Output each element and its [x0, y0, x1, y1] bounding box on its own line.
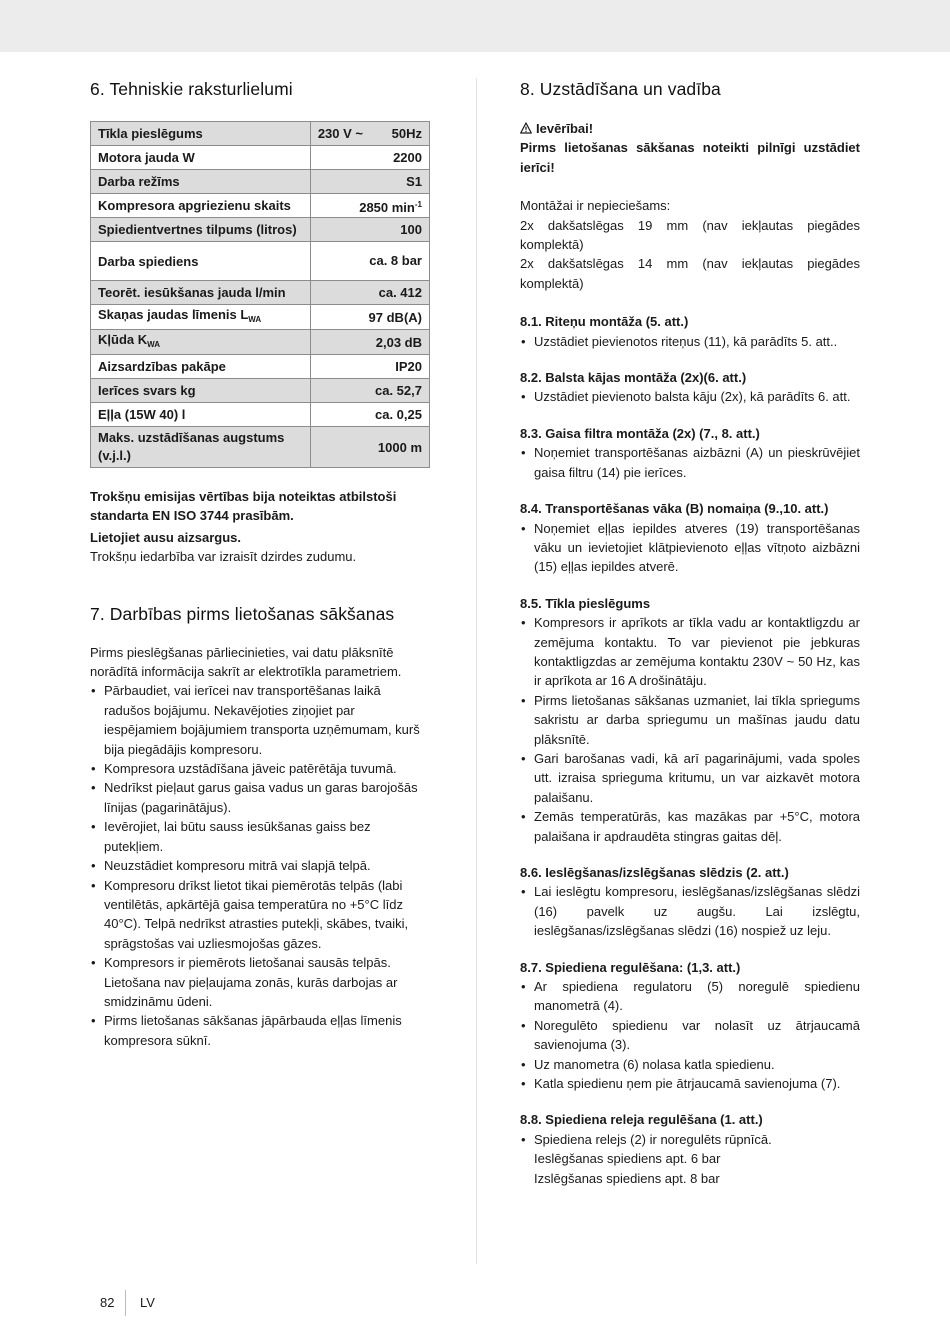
table-row	[91, 218, 430, 242]
warning-text: Pirms lietošanas sākšanas noteikti pilnīgi uzstādiet ierīci!	[520, 140, 860, 175]
section-7-intro: Pirms pieslēgšanas pārliecinieties, vai datu plāksnītē norādītā informācija sakrīt ar elektrotīkla parametriem.	[90, 644, 402, 680]
list-item: • Zemās temperatūrās, kas mazākas par +5°C, motora palaišana ir apdraudēta stingras gaitas dēļ.	[520, 807, 860, 846]
subsection-title-8-3: 8.3. Gaisa filtra montāža (2x) (7., 8. att.)	[520, 425, 760, 441]
list-item: • Kompresoru drīkst lietot tikai piemērotās telpās (labi ventilētās, apkārtējā gaisa temperatūra no +5°C līdz 40°C). Telpā nedrīkst atrasties putekļi, skābes, tvaiki, sprāgstošas vai uzliesmojošas gāzes.	[90, 876, 430, 954]
list-item: • Pārbaudiet, vai ierīcei nav transportēšanas laikā radušos bojājumu. Nekavējoties ziņojiet par iespējamiem bojājumiem transporta uzņēmumam, kurš bija piegādājis kompresoru.	[90, 681, 430, 759]
spec-value: ca. 412	[310, 281, 429, 305]
subsection-title-8-4: 8.4. Transportēšanas vāka (B) nomaiņa (9.,10. att.)	[520, 501, 829, 517]
hearing-loss-warning: Trokšņu iedarbība var izraisīt dzirdes zudumu.	[90, 549, 357, 565]
list-item: • Kompresors ir piemērots lietošanai sausās telpās. Lietošana nav pieļaujama zonās, kurās darbojas ar smidzināmu ūdeni.	[90, 953, 430, 1011]
subsection-list	[520, 443, 860, 482]
list-item: • Kompresora uzstādīšana jāveic patērētāja tuvumā.	[90, 759, 430, 778]
spec-label: Teorēt. iesūkšanas jauda l/min	[91, 281, 311, 305]
subsection-title-8-7: 8.7. Spiediena regulēšana: (1,3. att.)	[520, 959, 741, 975]
list-item: • Noregulēto spiedienu var nolasīt uz ātrjaucamā savienojuma (3).	[520, 1016, 860, 1055]
noise-emission-note: Trokšņu emisijas vērtības bija noteiktas atbilstoši standarta EN ISO 3744 prasībām.	[90, 489, 397, 524]
subsection-list	[520, 977, 860, 1093]
spec-value: 2200	[310, 146, 429, 170]
spec-value: 97 dB(A)	[310, 305, 429, 330]
subsection-list	[520, 882, 860, 940]
assembly-required: Montāžai ir nepieciešams:	[520, 198, 671, 214]
list-item: • Katla spiedienu ņem pie ātrjaucamā savienojuma (7).	[520, 1074, 860, 1093]
warning-triangle-icon	[520, 122, 532, 134]
table-row	[91, 305, 430, 330]
off-pressure: Izslēgšanas spiediens apt. 8 bar	[534, 1170, 720, 1186]
spec-label: Tīkla pieslēgums	[91, 122, 311, 146]
spec-value-voltage: 230 V ~	[310, 122, 367, 146]
list-item: • Noņemiet transportēšanas aizbāzni (A) un pieskrūvējiet gaisa filtru (14) pie ierīces.	[520, 443, 860, 482]
spec-value: ca. 8 bar	[310, 242, 429, 281]
spec-label: Darba spiediens	[91, 242, 311, 281]
subsection-title-8-5: 8.5. Tīkla pieslēgums	[520, 595, 651, 611]
spec-value: S1	[310, 170, 429, 194]
list-item: • Spiediena relejs (2) ir noregulēts rūpnīcā.	[520, 1130, 860, 1149]
table-row	[91, 170, 430, 194]
spec-label: Spiedientvertnes tilpums (litros)	[91, 218, 311, 242]
on-pressure: Ieslēgšanas spiediens apt. 6 bar	[534, 1151, 721, 1167]
list-item: • Pirms lietošanas sākšanas uzmaniet, lai tīkla spriegums sakristu ar darba spriegumu un mašīnas jaudu datu plāksnītē.	[520, 691, 860, 749]
subsection-list	[520, 1130, 860, 1149]
list-item: • Pirms lietošanas sākšanas jāpārbauda eļļas līmenis kompresora sūknī.	[90, 1011, 430, 1050]
left-column	[90, 78, 430, 1050]
spec-label: Eļļa (15W 40) l	[91, 403, 311, 427]
table-row	[91, 427, 430, 468]
spec-value: 100	[310, 218, 429, 242]
table-row	[91, 355, 430, 379]
subsection-list	[520, 332, 860, 351]
list-item: • Lai ieslēgtu kompresoru, ieslēgšanas/izslēgšanas slēdzi (16) pavelk uz augšu. Lai izslēgtu, ieslēgšanas/izslēgšanas slēdzi (16) nospiež uz leju.	[520, 882, 860, 940]
spec-value: 1000 m	[310, 427, 429, 468]
column-divider	[476, 78, 477, 1264]
list-item: • Ievērojiet, lai būtu sauss iesūkšanas gaiss bez putekļiem.	[90, 817, 430, 856]
spec-value-rpm: 2850 $\min^{-1}$	[310, 194, 429, 218]
spec-label: Motora jauda W	[91, 146, 311, 170]
table-row	[91, 281, 430, 305]
specifications-table	[90, 121, 430, 468]
list-item: • Uz manometra (6) nolasa katla spiedienu.	[520, 1055, 860, 1074]
table-row	[91, 330, 430, 355]
spec-value: ca. 52,7	[310, 379, 429, 403]
list-item: • Nedrīkst pieļaut garus gaisa vadus un garas barojošās līnijas (pagarinātājus).	[90, 778, 430, 817]
ear-protection-note: Lietojiet ausu aizsargus.	[90, 529, 241, 545]
section-8-title: 8. Uzstādīšana un vadība	[520, 79, 721, 99]
subsection-list	[520, 613, 860, 846]
list-item: • Uzstādiet pievienotos riteņus (11), kā parādīts 5. att..	[520, 332, 860, 351]
spec-label: Kompresora apgriezienu skaits	[91, 194, 311, 218]
list-item: • Kompresors ir aprīkots ar tīkla vadu ar kontaktligzdu ar zemējuma kontaktu. To var pievienot pie jebkuras kontaktligzdas ar zemējuma kontaktu 230V ~ 50 Hz, kas ir aprīkota ar 16 A drošinātāju.	[520, 613, 860, 691]
section-7-list	[90, 681, 430, 1050]
table-row	[91, 242, 430, 281]
subsection-title-8-1: 8.1. Riteņu montāža (5. att.)	[520, 314, 689, 330]
spec-label: Ierīces svars kg	[91, 379, 311, 403]
list-item: • Neuzstādiet kompresoru mitrā vai slapjā telpā.	[90, 856, 430, 875]
subsection-list	[520, 387, 860, 406]
subsection-title-8-8: 8.8. Spiediena releja regulēšana (1. att.)	[520, 1112, 763, 1128]
assembly-item: 2x dakšatslēgas 14 mm (nav iekļautas piegādes komplektā)	[520, 256, 860, 291]
assembly-item: 2x dakšatslēgas 19 mm (nav iekļautas piegādes komplektā)	[520, 217, 860, 253]
list-item: • Ar spiediena regulatoru (5) noregulē spiedienu manometrā (4).	[520, 977, 860, 1016]
subsection-title-8-6: 8.6. Ieslēgšanas/izslēgšanas slēdzis (2. att.)	[520, 865, 789, 880]
table-row	[91, 146, 430, 170]
spec-label-uncertainty: Kļūda $K_{WA}$	[91, 330, 311, 355]
table-row	[91, 122, 430, 146]
warning-heading: Ievērībai!	[520, 119, 860, 138]
table-row	[91, 194, 430, 218]
list-item: • Uzstādiet pievienoto balsta kāju (2x), kā parādīts 6. att.	[520, 387, 860, 406]
footer-divider	[125, 1290, 126, 1316]
spec-value: ca. 0,25	[310, 403, 429, 427]
spec-label-sound-power: Skaņas jaudas līmenis $L_{WA}$	[91, 305, 311, 330]
language-code: LV	[140, 1295, 155, 1310]
spec-value: IP20	[310, 355, 429, 379]
page-number: 82	[100, 1295, 115, 1310]
list-item: • Gari barošanas vadi, kā arī pagarinājumi, vada spoles utt. izraisa sprieguma kritumu, un var aizkavēt motora palaišanu.	[520, 749, 860, 807]
top-bar	[0, 0, 950, 52]
spec-label: Maks. uzstādīšanas augstums (v.j.l.)	[91, 427, 311, 468]
spec-value: 2,03 dB	[310, 330, 429, 355]
section-7-title: 7. Darbības pirms lietošanas sākšanas	[90, 603, 395, 624]
spec-value: 50Hz	[367, 122, 430, 146]
spec-label: Darba režīms	[91, 170, 311, 194]
table-row	[91, 403, 430, 427]
spec-label: Aizsardzības pakāpe	[91, 355, 311, 379]
list-item: • Noņemiet eļļas iepildes atveres (19) transportēšanas vāku un ievietojiet klātpievienoto eļļas vītņoto aizbāzni (15) eļļas iepildes atverē.	[520, 519, 860, 577]
subsection-list	[520, 519, 860, 577]
right-column	[520, 78, 860, 1188]
table-row	[91, 379, 430, 403]
section-6-title: 6. Tehniskie raksturlielumi	[90, 79, 293, 99]
subsection-title-8-2: 8.2. Balsta kājas montāža (2x)(6. att.)	[520, 370, 747, 386]
